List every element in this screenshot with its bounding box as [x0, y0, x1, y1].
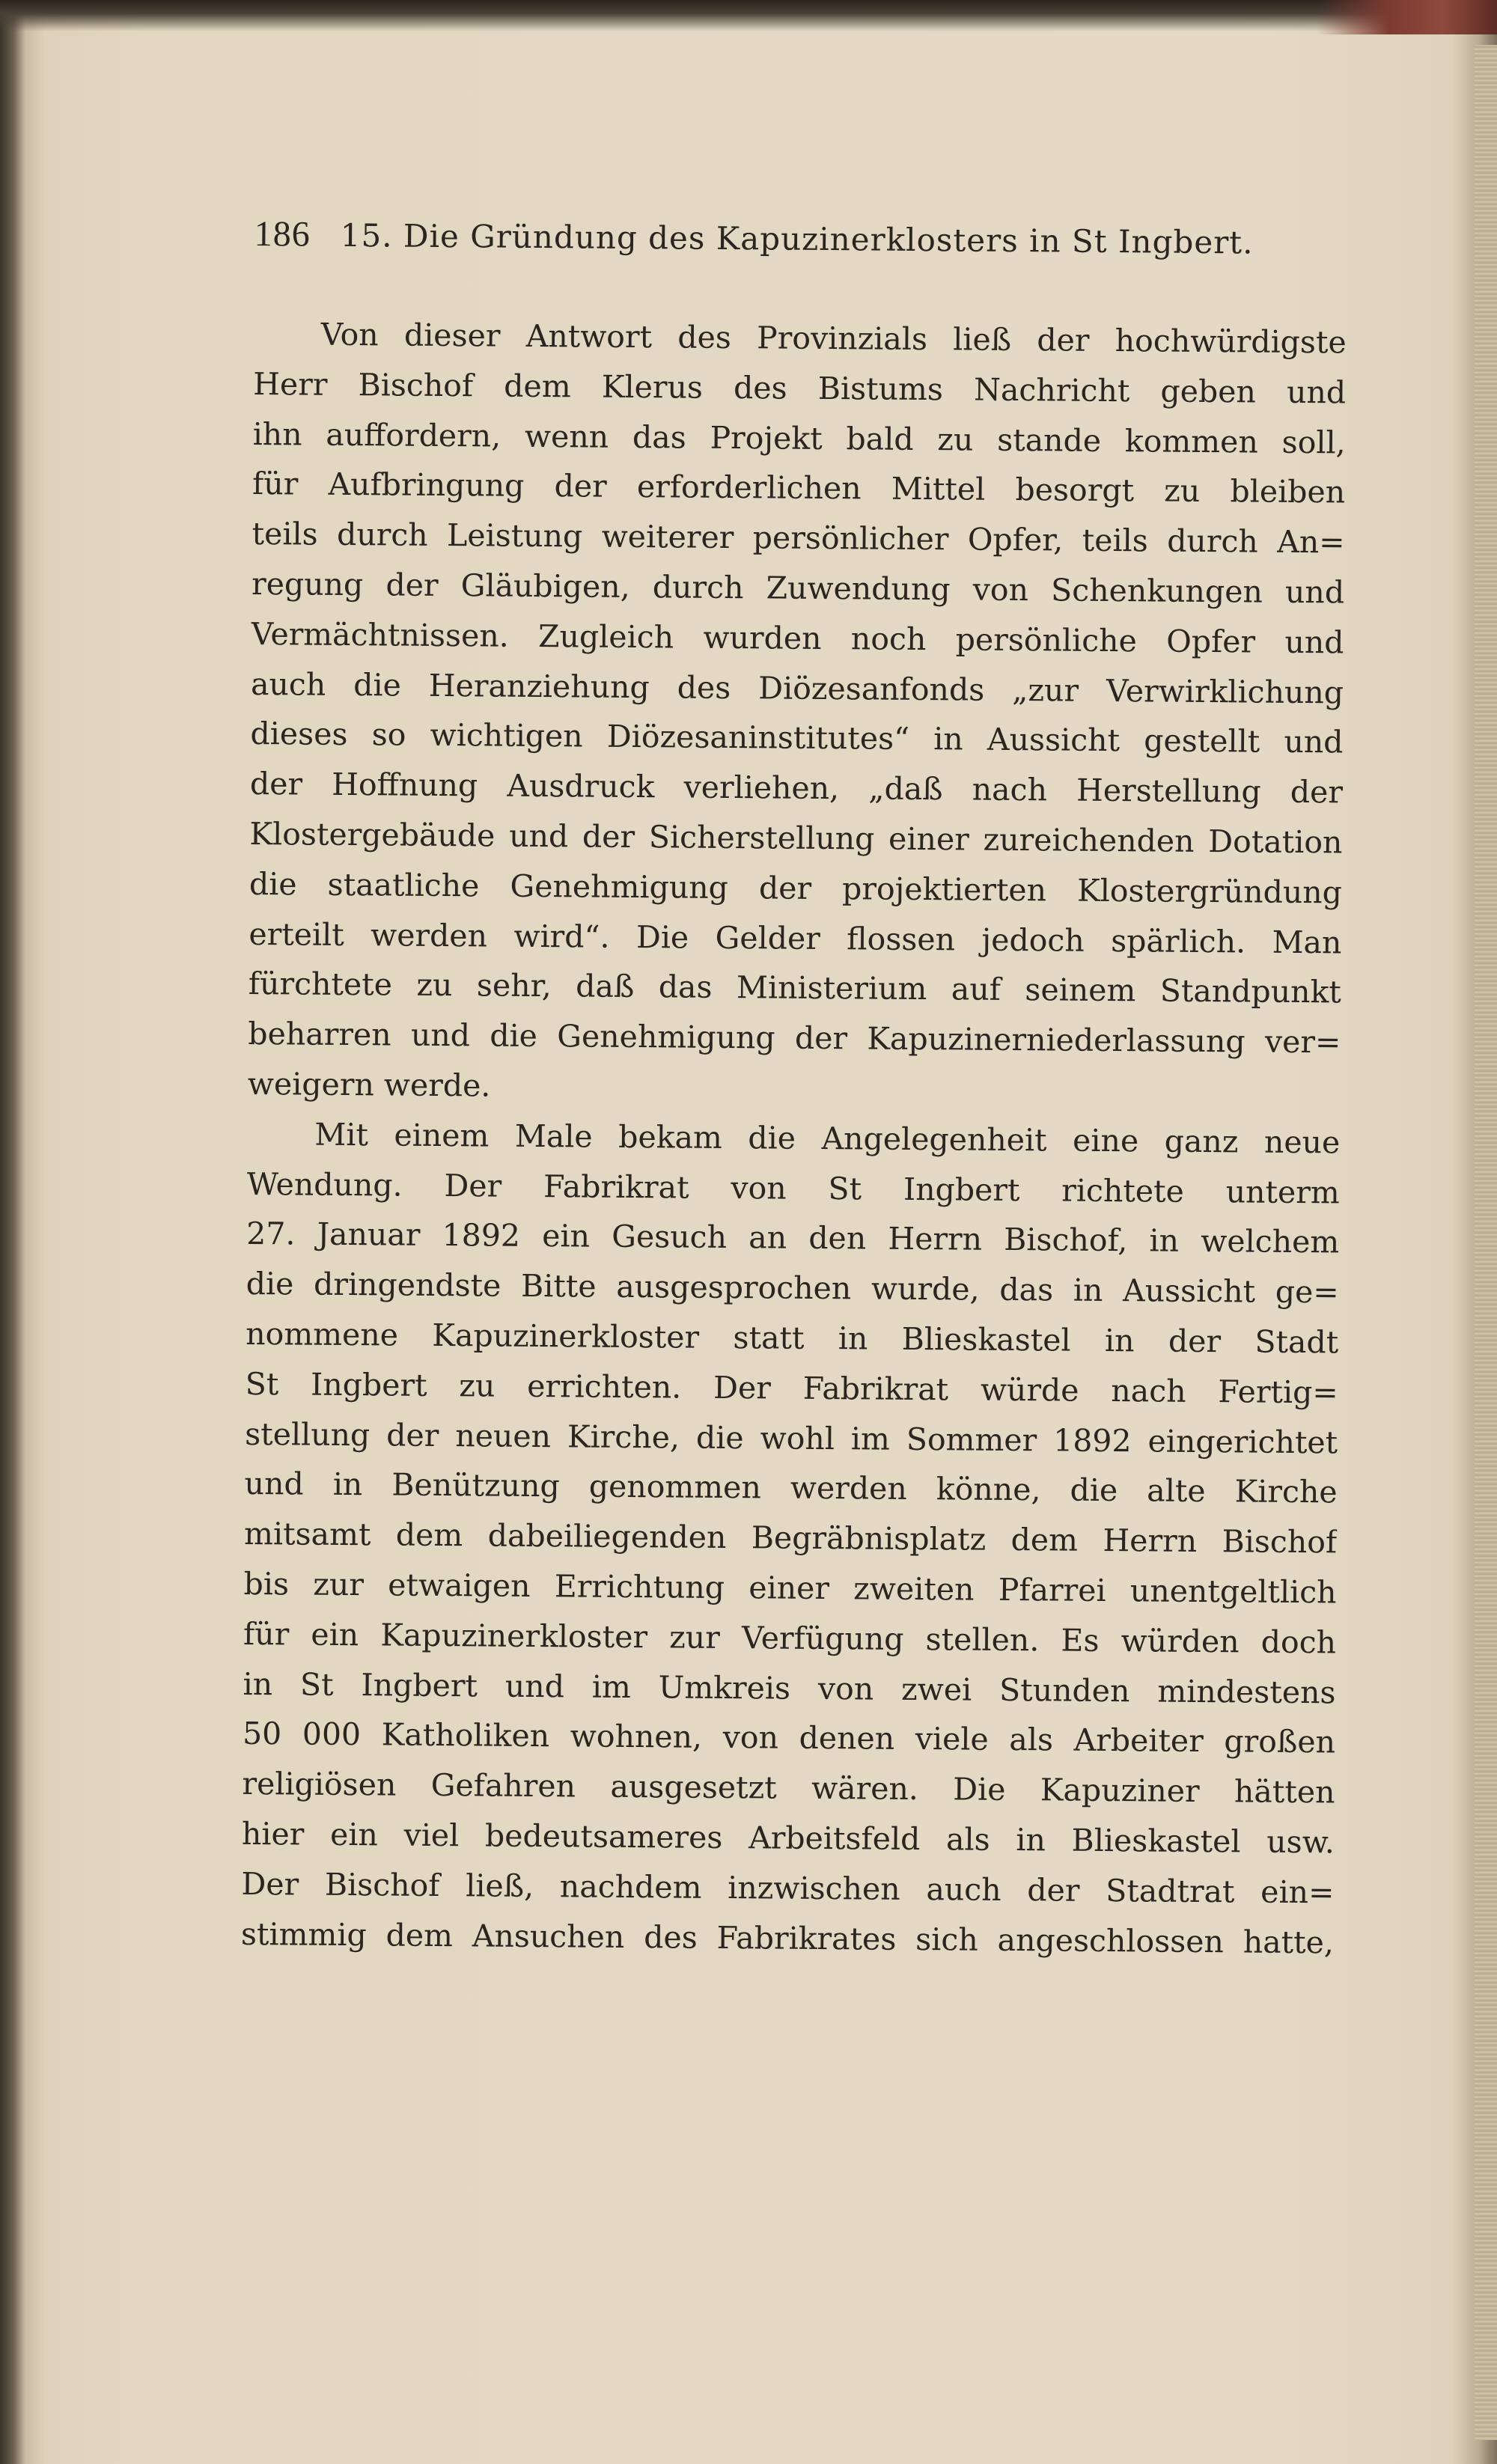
text-line: 27. Januar 1892 ein Gesuch an den Herrn Bischof, in welchem [246, 1216, 1340, 1260]
text-line: religiösen Gefahren ausgesetzt wären. Die Kapuziner hätten [242, 1766, 1335, 1811]
text-line: in St Ingbert und im Umkreis von zwei Stunden mindestens [243, 1665, 1336, 1710]
text-line: Wendung. Der Fabrikrat von St Ingbert richtete unterm [246, 1165, 1340, 1210]
paragraph-2 [241, 1109, 1341, 1968]
text-line: nommene Kapuzinerkloster statt in Blieskastel in der Stadt [246, 1315, 1339, 1361]
text-line: fürchtete zu sehr, daß das Ministerium auf seinem Standpunkt [248, 966, 1342, 1010]
text-line: Klostergebäude und der Sicherstellung einer zureichenden Dotation [249, 815, 1343, 861]
page-stack-edge [1475, 45, 1497, 2440]
text-line: erteilt werden wird“. Die Gelder flossen jedoch spärlich. Man [249, 915, 1342, 960]
text-line: die staatliche Genehmigung der projektierten Klostergründung [249, 865, 1343, 911]
text-line: mitsamt dem dabeiliegenden Begräbnisplatz dem Herrn Bischof [243, 1516, 1338, 1561]
text-line: 50 000 Katholiken wohnen, von denen viele als Arbeiter großen [242, 1716, 1336, 1760]
text-line: Mit einem Male bekam die Angelegenheit eine ganz neue [314, 1116, 1341, 1161]
text-line: und in Benützung genommen werden könne, die alte Kirche [244, 1466, 1338, 1510]
text-line: Von dieser Antwort des Provinzials ließ der hochwürdigste [320, 316, 1347, 361]
text-line: St Ingbert zu errichten. Der Fabrikrat würde nach Fertig= [245, 1365, 1338, 1411]
body-text [241, 309, 1347, 1968]
text-line: dieses so wichtigen Diözesaninstitutes“ in Aussicht gestellt und [250, 716, 1344, 760]
page-number: 186 [254, 213, 311, 254]
text-line: hier ein viel bedeutsameres Arbeitsfeld als in Blieskastel usw. [241, 1815, 1335, 1861]
text-line: für ein Kapuzinerkloster zur Verfügung stellen. Es würden doch [243, 1615, 1337, 1661]
text-line: für Aufbringung der erforderlichen Mittel besorgt zu bleiben [251, 466, 1346, 510]
text-line: Herr Bischof dem Klerus des Bistums Nachricht geben und [253, 365, 1347, 411]
page-header [254, 213, 1347, 281]
text-line: bis zur etwaigen Errichtung einer zweiten Pfarrei unentgeltlich [243, 1565, 1337, 1611]
text-line: teils durch Leistung weiterer persönlicher Opfer, teils durch An= [251, 516, 1345, 561]
book-cover-edge [1317, 0, 1497, 34]
paragraph-1 [248, 309, 1347, 1117]
text-line: ihn auffordern, wenn das Projekt bald zu stande kommen soll, [252, 415, 1346, 461]
text-line: der Hoffnung Ausdruck verliehen, „daß nach Herstellung der [249, 766, 1344, 811]
page-top-shadow [0, 0, 1497, 31]
text-line: beharren und die Genehmigung der Kapuzinerniederlassung ver= [248, 1016, 1341, 1061]
text-line: regung der Gläubigen, durch Zuwendung von Schenkungen und [251, 565, 1345, 611]
text-line: auch die Heranziehung des Diözesanfonds „zur Verwirklichung [250, 665, 1344, 711]
text-line: stimmig dem Ansuchen des Fabrikrates sich angeschlossen hatte, [240, 1915, 1335, 1960]
text-line: Der Bischof ließ, nachdem inzwischen auch der Stadtrat ein= [241, 1865, 1335, 1911]
text-line: die dringendste Bitte ausgesprochen wurde, das in Aussicht ge= [246, 1266, 1339, 1311]
text-line: stellung der neuen Kirche, die wohl im Sommer 1892 eingerichtet [245, 1415, 1338, 1460]
text-line: weigern werde. [247, 1065, 491, 1104]
text-line: Vermächtnissen. Zugleich wurden noch persönliche Opfer und [251, 615, 1344, 661]
running-title: 15. Die Gründung des Kapuzinerklosters in St Ingbert. [340, 216, 1254, 261]
printed-text-block [240, 213, 1347, 2138]
